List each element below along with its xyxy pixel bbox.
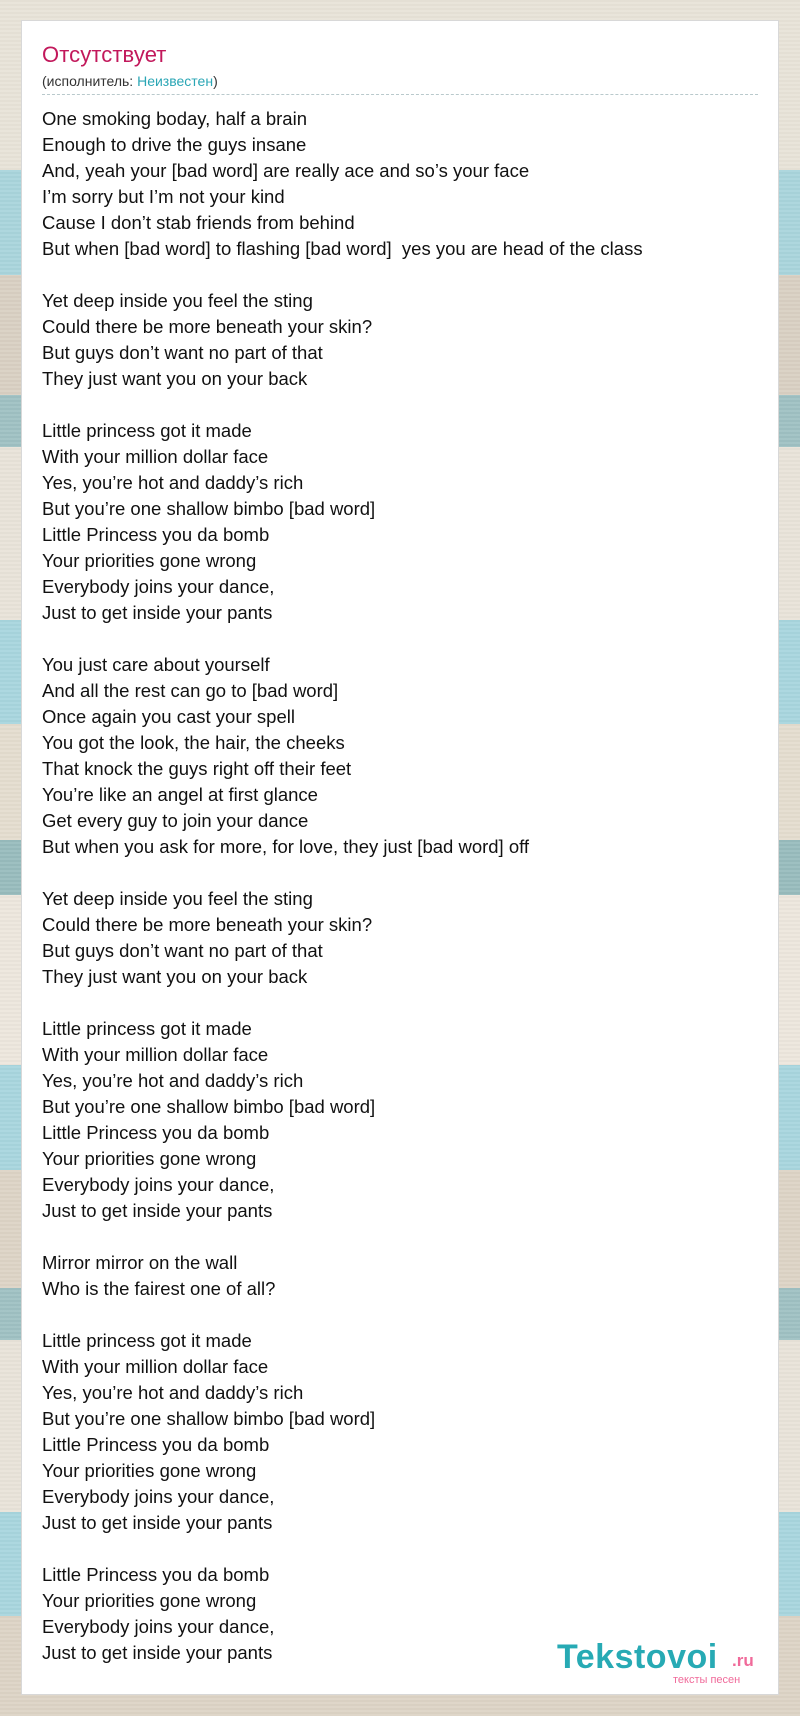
lyric-line: Yes, you’re hot and daddy’s rich	[42, 472, 304, 493]
lyrics-stanza	[42, 1016, 758, 1224]
lyric-line: Enough to drive the guys insane	[42, 134, 307, 155]
lyric-line: Just to get inside your pants	[42, 1512, 273, 1533]
lyric-line: Get every guy to join your dance	[42, 810, 309, 831]
lyric-line: Could there be more beneath your skin?	[42, 316, 373, 337]
lyric-line: They just want you on your back	[42, 966, 308, 987]
artist-line	[42, 73, 218, 89]
lyric-line: You’re like an angel at first glance	[42, 784, 318, 805]
song-title: Отсутствует	[42, 42, 167, 67]
lyric-line: Little Princess you da bomb	[42, 524, 270, 545]
lyric-line: Yes, you’re hot and daddy’s rich	[42, 1382, 304, 1403]
artist-suffix: )	[213, 73, 218, 89]
lyric-line: Yes, you’re hot and daddy’s rich	[42, 1070, 304, 1091]
lyrics-stanza	[42, 652, 758, 860]
lyric-line: But when [bad word] to flashing [bad word] yes you are head of the class	[42, 238, 643, 259]
artist-prefix: (исполнитель:	[42, 73, 138, 89]
lyrics-stanza	[42, 1250, 758, 1302]
lyric-line: I’m sorry but I’m not your kind	[42, 186, 285, 207]
lyric-line: Your priorities gone wrong	[42, 1460, 257, 1481]
lyric-line: Yet deep inside you feel the sting	[42, 290, 313, 311]
lyric-line: One smoking boday, half a brain	[42, 108, 307, 129]
lyric-line: You got the look, the hair, the cheeks	[42, 732, 345, 753]
lyric-line: Little princess got it made	[42, 1018, 252, 1039]
lyric-line: Everybody joins your dance,	[42, 1174, 275, 1195]
lyrics-stanza	[42, 886, 758, 990]
lyric-line: Everybody joins your dance,	[42, 1616, 275, 1637]
logo-tld: .ru	[732, 1651, 754, 1670]
lyric-line: Cause I don’t stab friends from behind	[42, 212, 355, 233]
lyric-line: Just to get inside your pants	[42, 602, 273, 623]
lyric-line: But you’re one shallow bimbo [bad word]	[42, 498, 376, 519]
logo-tagline: тексты песен	[673, 1674, 741, 1686]
lyric-line: Could there be more beneath your skin?	[42, 914, 373, 935]
lyric-line: But when you ask for more, for love, they just [bad word] off	[42, 836, 530, 857]
title-divider	[42, 94, 758, 95]
lyric-line: But guys don’t want no part of that	[42, 342, 323, 363]
lyrics-body	[42, 106, 758, 1692]
lyric-line: Your priorities gone wrong	[42, 1148, 257, 1169]
lyric-line: Your priorities gone wrong	[42, 550, 257, 571]
lyric-line: Who is the fairest one of all?	[42, 1278, 276, 1299]
lyrics-stanza	[42, 106, 758, 262]
lyric-line: Everybody joins your dance,	[42, 576, 275, 597]
lyric-line: Little princess got it made	[42, 420, 252, 441]
lyric-line: Once again you cast your spell	[42, 706, 295, 727]
lyric-line: And all the rest can go to [bad word]	[42, 680, 339, 701]
lyric-line: Little Princess you da bomb	[42, 1434, 270, 1455]
lyrics-stanza	[42, 1328, 758, 1536]
lyric-line: With your million dollar face	[42, 1044, 269, 1065]
lyric-line: Your priorities gone wrong	[42, 1590, 257, 1611]
lyrics-stanza	[42, 288, 758, 392]
artist-link[interactable]: Неизвестен	[137, 73, 214, 89]
lyrics-stanza	[42, 418, 758, 626]
lyric-line: Little Princess you da bomb	[42, 1122, 270, 1143]
lyric-line: And, yeah your [bad word] are really ace and so’s your face	[42, 160, 530, 181]
site-logo[interactable]	[557, 1636, 772, 1688]
logo-wordmark: Tekstovoi	[557, 1638, 718, 1676]
lyric-line: With your million dollar face	[42, 446, 269, 467]
lyric-line: You just care about yourself	[42, 654, 270, 675]
lyric-line: Just to get inside your pants	[42, 1642, 273, 1663]
lyric-line: Mirror mirror on the wall	[42, 1252, 238, 1273]
lyrics-card	[21, 20, 779, 1695]
lyric-line: Little Princess you da bomb	[42, 1564, 270, 1585]
lyric-line: Little princess got it made	[42, 1330, 252, 1351]
lyric-line: But you’re one shallow bimbo [bad word]	[42, 1096, 376, 1117]
lyric-line: Yet deep inside you feel the sting	[42, 888, 313, 909]
lyric-line: But guys don’t want no part of that	[42, 940, 323, 961]
lyric-line: But you’re one shallow bimbo [bad word]	[42, 1408, 376, 1429]
lyric-line: They just want you on your back	[42, 368, 308, 389]
lyric-line: Just to get inside your pants	[42, 1200, 273, 1221]
lyric-line: With your million dollar face	[42, 1356, 269, 1377]
lyric-line: That knock the guys right off their feet	[42, 758, 352, 779]
lyric-line: Everybody joins your dance,	[42, 1486, 275, 1507]
